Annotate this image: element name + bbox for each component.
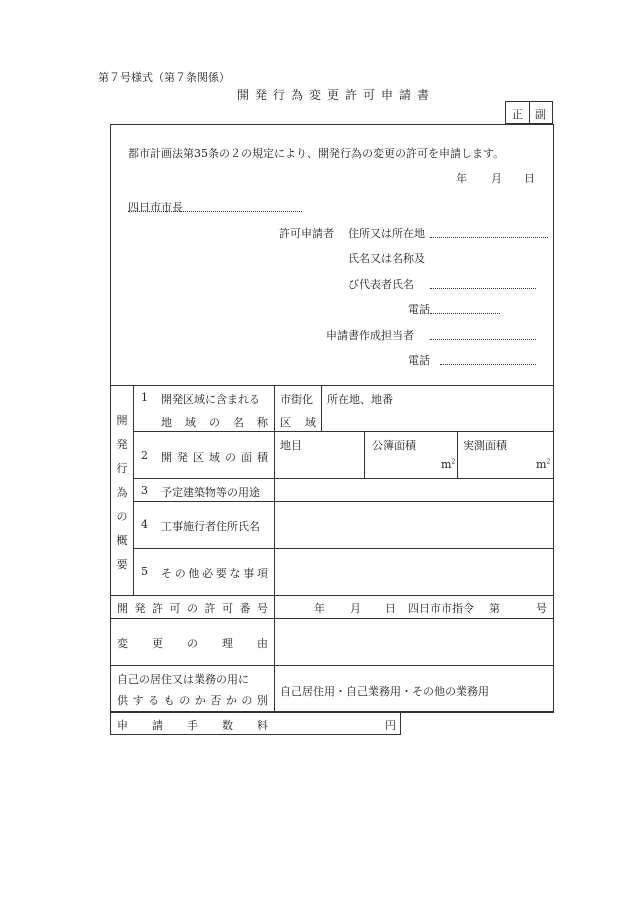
preparer-label: 申請書作成担当者 [326,329,414,342]
item-5-label: そ の 他 必 要 な 事 項 [161,567,268,580]
use-label-line2: 供 す る も の か 否 か の 別 [117,694,268,707]
permit-number-label: 開 発 許 可 の 許 可 番 号 [117,602,268,615]
city-area-label-line1: 市街化 [280,393,313,406]
measured-area-unit: $m^2$ [536,458,551,471]
change-reason-label: 変 更 の 理 由 [117,637,268,650]
item-4-number: 4 [141,518,148,531]
land-category-label: 地目 [280,439,302,452]
permit-year: 年 [314,602,325,615]
location-label: 所在地、地番 [327,393,393,406]
date-year: 年 [456,172,467,185]
item-4-label: 工事施行者住所氏名 [161,520,260,533]
item-5-number: 5 [141,565,148,578]
use-label-line1: 自己の居住又は業務の用に [117,673,249,686]
date-month: 月 [491,172,502,185]
item-2-number: 2 [141,449,148,462]
application-statement: 都市計画法第35条の２の規定により、開発行為の変更の許可を申請します。 [128,147,505,160]
permit-designation: 四日市市指令 [408,602,474,615]
preparer-field[interactable] [430,339,536,340]
fee-label: 申 請 手 数 料 [117,719,268,732]
permit-number-suffix: 号 [536,602,547,615]
item-1-label-line1: 開発区域に含まれる [161,393,260,406]
item-1-label-line2: 地 域 の 名 称 [161,416,268,429]
overview-side-label: 開 発 行 為 の 概 要 [116,414,128,571]
item-3-label: 予定建築物等の用途 [161,486,260,499]
preparer-phone-field[interactable] [440,364,536,365]
addressee-mayor: 四日市市長 [128,201,183,214]
form-title: 開発行為変更許可申請書 [237,88,436,102]
copy-label-duplicate: 副 [535,108,546,121]
item-2-label: 開 発 区 域 の 面 積 [161,451,268,464]
phone-field[interactable] [430,313,500,314]
use-options: 自己居住用・自己業務用・その他の業務用 [280,685,489,698]
permit-day: 日 [385,602,396,615]
copy-label-original: 正 [512,108,523,121]
measured-area-label: 実測面積 [463,439,507,452]
phone-label: 電話 [408,303,430,316]
registered-area-label: 公簿面積 [372,439,416,452]
applicant-label: 許可申請者 [279,227,334,240]
addressee-line [128,211,302,212]
address-label: 住所又は所在地 [348,227,425,240]
registered-area-unit: $m^2$ [441,458,456,471]
fee-unit: 円 [385,719,396,732]
preparer-phone-label: 電話 [408,354,430,367]
item-3-number: 3 [141,484,148,497]
permit-number-prefix: 第 [489,602,500,615]
item-1-number: 1 [141,391,148,404]
address-field[interactable] [430,237,548,238]
name-label-line1: 氏名又は名称及 [348,252,425,265]
city-area-label-line2: 区 域 [280,416,316,429]
permit-month: 月 [350,602,361,615]
form-number: 第７号様式（第７条関係） [98,71,230,84]
name-field[interactable] [430,288,536,289]
name-label-line2: び代表者氏名 [348,278,414,291]
date-day: 日 [524,172,535,185]
